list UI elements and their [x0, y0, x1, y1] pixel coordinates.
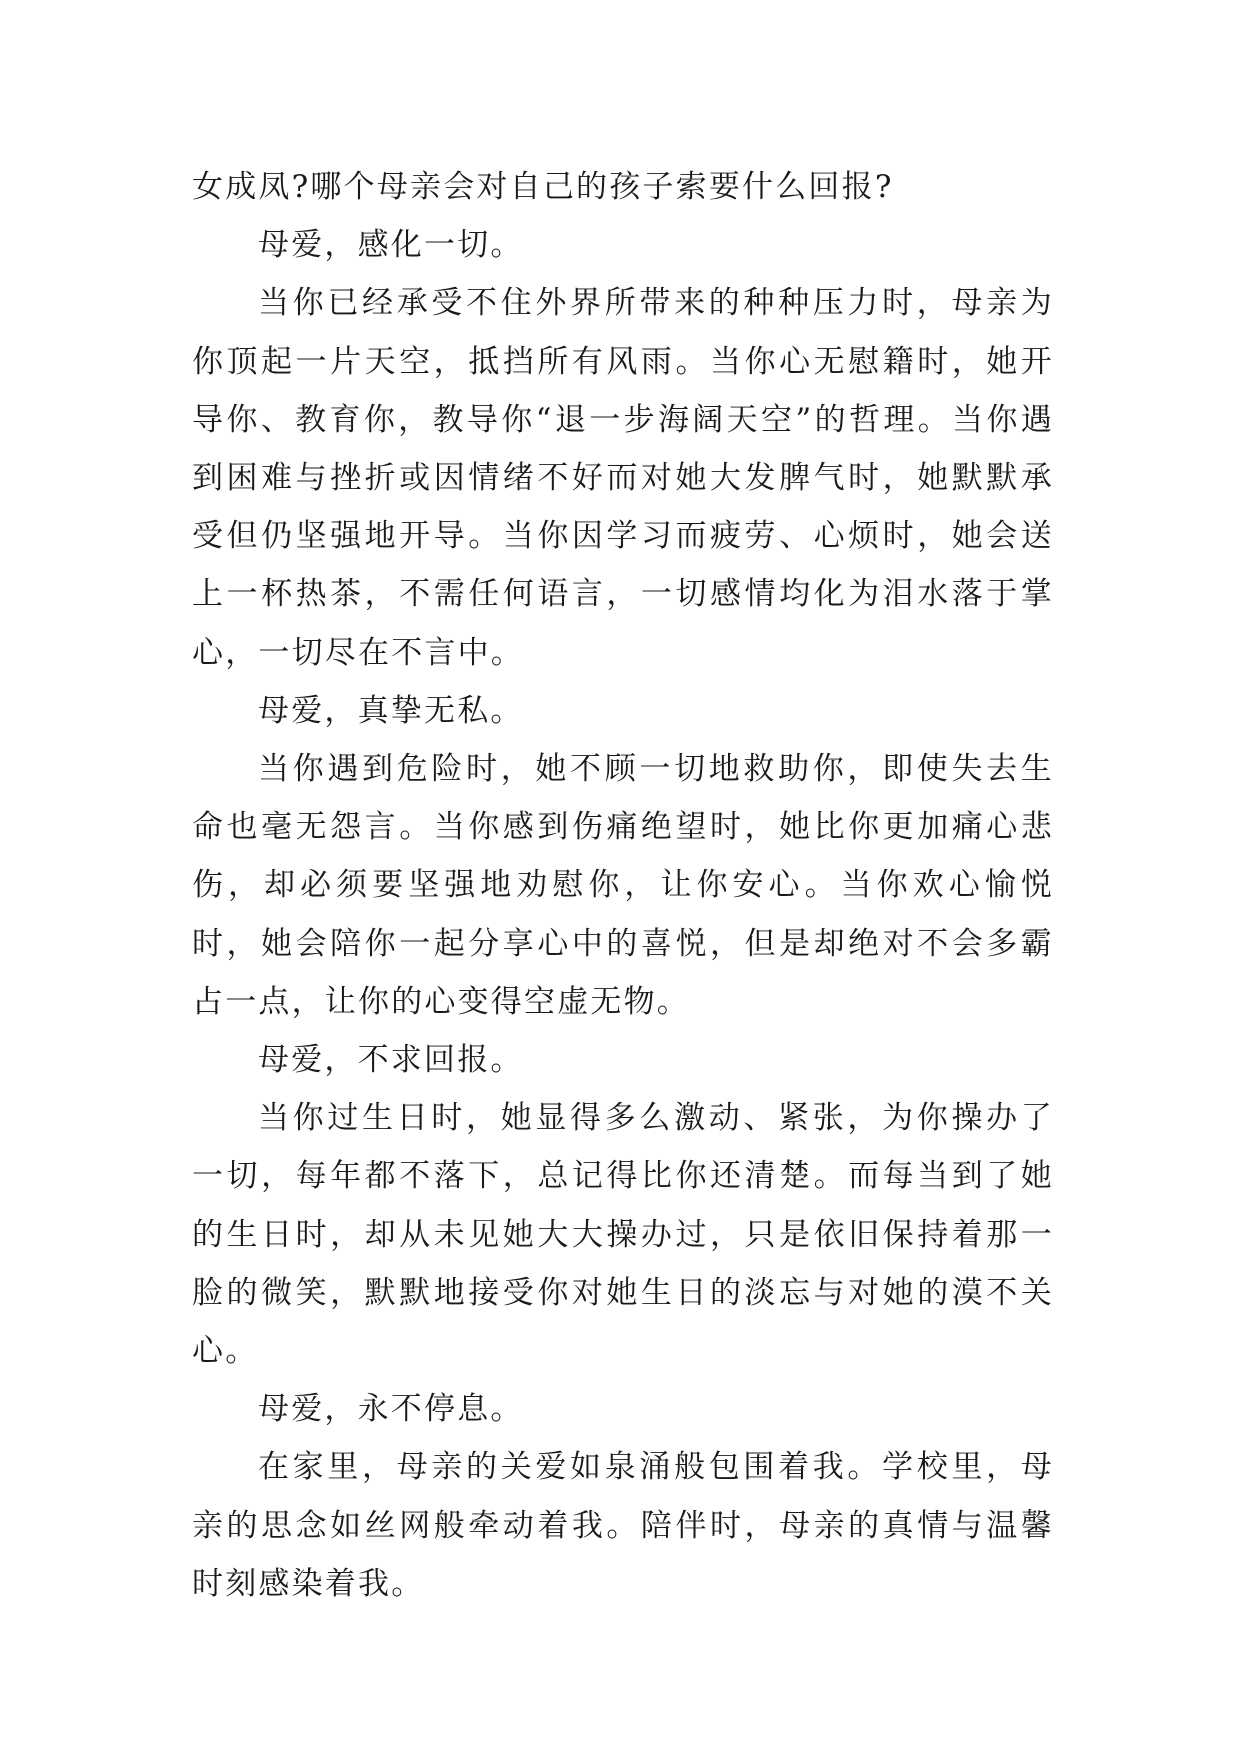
paragraph-home-school: 在家里，母亲的关爱如泉涌般包围着我。学校里，母亲的思念如丝网般牵动着我。陪伴时，母亲的真情与温馨时刻感染着我。: [192, 1449, 1054, 1602]
section-heading-no-return: 母爱，不求回报。: [258, 1042, 524, 1079]
paragraph-birthday: 当你过生日时，她显得多么激动、紧张，为你操办了一切，每年都不落下，总记得比你还清楚。而每当到了她的生日时，却从未见她大大操办过，只是依旧保持着那一脸的微笑，默默地接受你对她生日的淡忘与对她的漠不关心。: [192, 1100, 1054, 1370]
section-heading-never-ceasing: 母爱，永不停息。: [258, 1391, 524, 1428]
paragraph-pressure: 当你已经承受不住外界所带来的种种压力时，母亲为你顶起一片天空，抵挡所有风雨。当你心无慰籍时，她开导你、教育你，教导你“退一步海阔天空”的哲理。当你遇到困难与挫折或因情绪不好而对她大发脾气时，她默默承受但仍坚强地开导。当你因学习而疲劳、心烦时，她会送上一杯热茶，不需任何语言，一切感情均化为泪水落于掌心，一切尽在不言中。: [192, 285, 1054, 671]
section-heading-sincere-selfless: 母爱，真挚无私。: [258, 692, 524, 729]
paragraph-continuation: 女成凤?哪个母亲会对自己的孩子索要什么回报?: [192, 169, 894, 205]
section-heading-transforms-all: 母爱，感化一切。: [258, 227, 524, 264]
paragraph-danger: 当你遇到危险时，她不顾一切地救助你，即使失去生命也毫无怨言。当你感到伤痛绝望时，她比你更加痛心悲伤，却必须要坚强地劝慰你，让你安心。当你欢心愉悦时，她会陪你一起分享心中的喜悦，但是却绝对不会多霸占一点，让你的心变得空虚无物。: [192, 751, 1054, 1020]
document-body: [192, 158, 1054, 1613]
